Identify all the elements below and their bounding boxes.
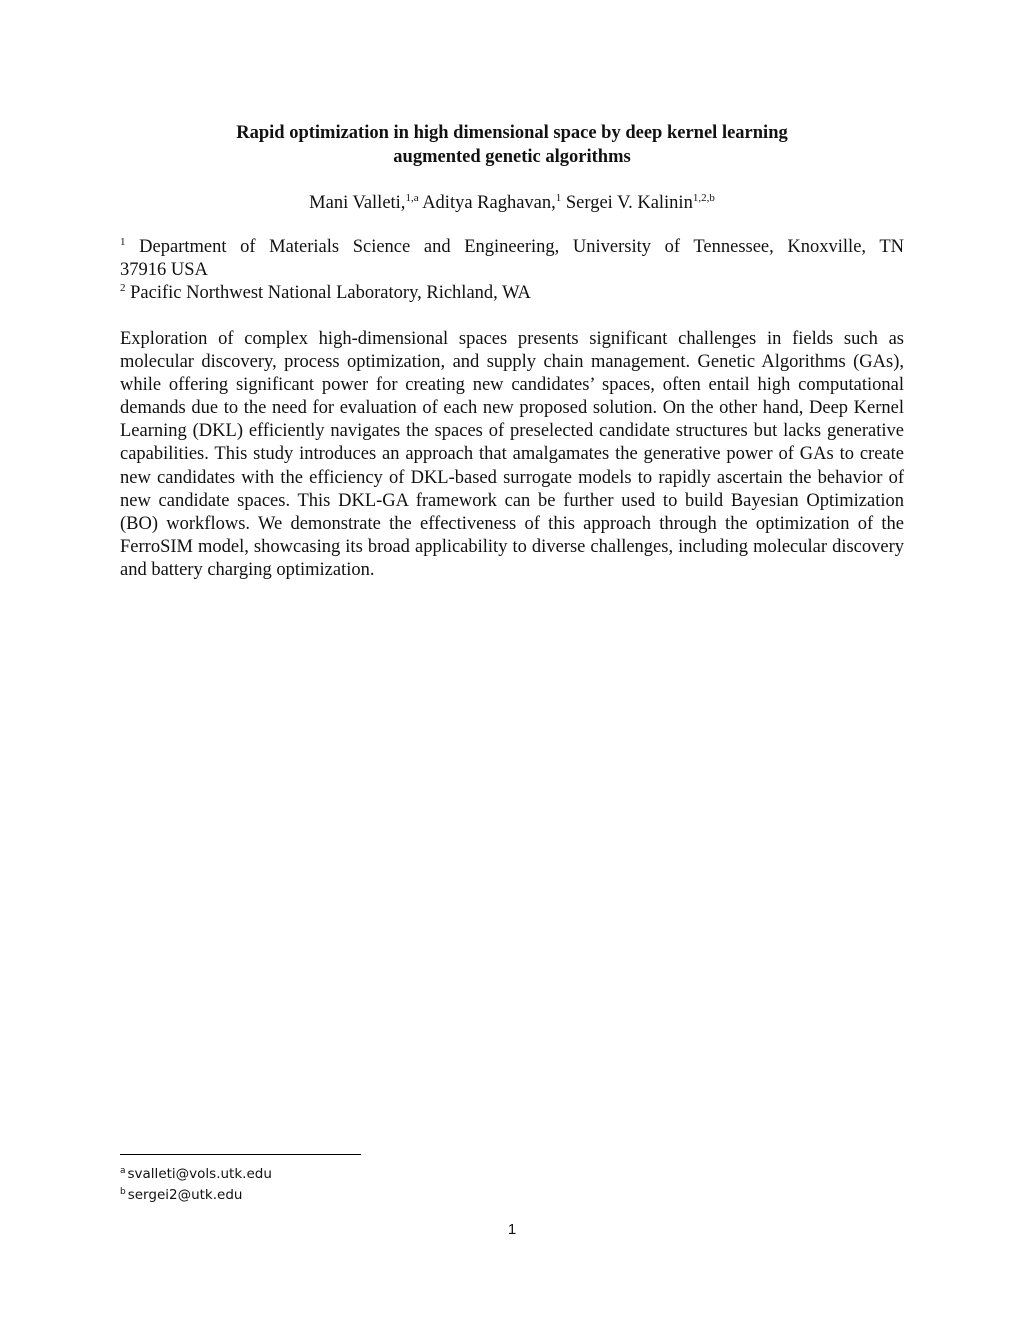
title-line-2: augmented genetic algorithms [393, 147, 631, 167]
affiliation-mark: 1 [120, 236, 126, 248]
author-name: Aditya Raghavan, [422, 193, 556, 213]
affiliation-text-continued: 37916 USA [120, 260, 208, 280]
footnote-mark: a [120, 1166, 126, 1176]
footnote-email-b [120, 1185, 272, 1206]
title-line-1: Rapid optimization in high dimensional space by deep kernel learning [236, 123, 788, 143]
footnote-email-a [120, 1164, 272, 1185]
footnote-mark: b [120, 1187, 126, 1197]
affiliation-2 [120, 282, 904, 305]
footnote-divider [120, 1154, 361, 1155]
affiliation-mark: 2 [120, 282, 126, 294]
paper-title [120, 121, 904, 169]
author-name: Sergei V. Kalinin [565, 193, 693, 213]
page-number: 1 [507, 1221, 517, 1238]
affiliation-1 [120, 236, 904, 282]
author-name: Mani Valleti, [309, 193, 406, 213]
affiliation-text: Pacific Northwest National Laboratory, Richland, WA [130, 283, 531, 303]
author-affiliation-mark: 1,a [405, 192, 419, 204]
abstract-paragraph: Exploration of complex high-dimensional spaces presents significant challenges in fields such as molecular discovery, process optimization, and supply chain management. Genetic Algorithms (GAs), while offering significant power for creating new candidates’ spaces, often entail high computational demands due to the need for evaluation of each new proposed solution. On the other hand, Deep Kernel Learning (DKL) efficiently navigates the spaces of preselected candidate structures but lacks generative capabilities. This study introduces an approach that amalgamates the generative power of GAs to create new candidates with the efficiency of DKL-based surrogate models to rapidly ascertain the behavior of new candidate spaces. This DKL-GA framework can be further used to build Bayesian Optimization (BO) workflows. We demonstrate the effectiveness of this approach through the optimization of the FerroSIM model, showcasing its broad applicability to diverse challenges, including molecular discovery and battery charging optimization. [120, 329, 904, 580]
author-affiliation-mark: 1 [555, 192, 562, 204]
affiliation-text: Department of Materials Science and Engineering, University of Tennessee, Knoxville, TN [139, 237, 905, 257]
footnotes [120, 1164, 272, 1206]
author-affiliation-mark: 1,2,b [692, 192, 715, 204]
author-list [120, 191, 904, 215]
footnote-text: svalleti@vols.utk.edu [127, 1166, 272, 1182]
footnote-text: sergei2@utk.edu [127, 1187, 243, 1203]
